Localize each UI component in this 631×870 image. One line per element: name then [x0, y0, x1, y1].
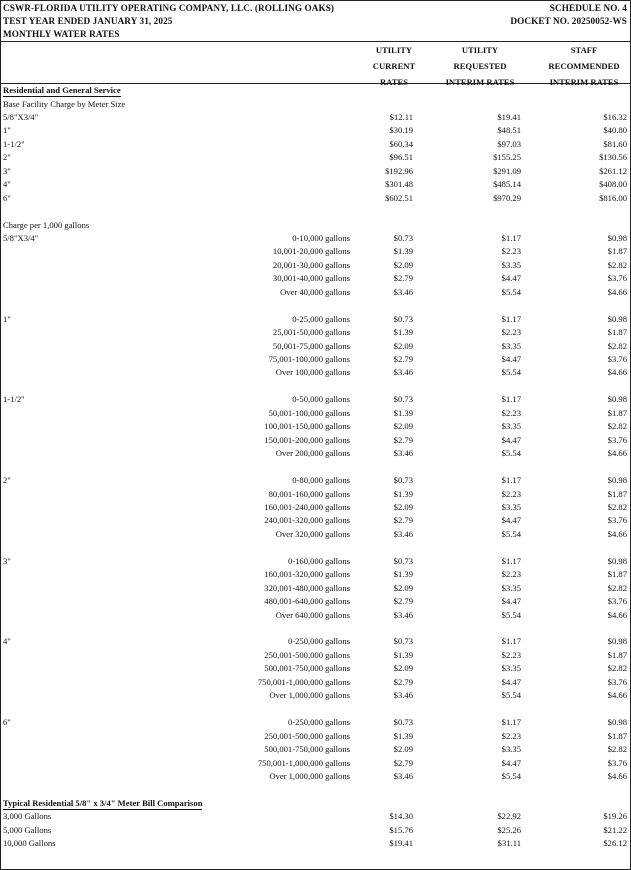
staff-rate: $4.66	[607, 528, 627, 539]
staff-rate: $19.26	[603, 811, 627, 822]
requested-rate: $4.47	[501, 354, 521, 364]
staff-rate: $0.98	[607, 555, 627, 566]
usage-tier: 10,001-20,000 gallons	[272, 246, 350, 257]
table-row	[0, 407, 631, 420]
usage-tier: 0-250,000 gallons	[287, 636, 350, 647]
requested-rate: $3.35	[501, 340, 521, 351]
staff-rate: $1.87	[607, 730, 627, 741]
usage-tier: 0-250,000 gallons	[287, 717, 350, 728]
usage-tier: 0-25,000 gallons	[292, 313, 350, 324]
usage-tier: 50,001-100,000 gallons	[268, 407, 350, 418]
requested-rate: $970.29	[493, 192, 521, 203]
requested-rate: $3.35	[501, 744, 521, 754]
col-header-line: REQUESTED	[453, 61, 507, 71]
table-row	[0, 178, 631, 191]
row-label: 2"	[3, 475, 11, 485]
row-label: 10,000 Gallons	[3, 838, 56, 849]
table-row	[0, 582, 631, 595]
row-label: 3"	[3, 165, 11, 176]
staff-rate: $1.87	[607, 246, 627, 257]
requested-rate: $4.47	[501, 434, 521, 445]
row-label: 5/8"X3/4"	[3, 111, 39, 122]
table-row	[0, 555, 631, 568]
current-rate: $0.73	[393, 555, 413, 566]
table-row	[0, 393, 631, 406]
current-rate: $0.73	[393, 394, 413, 405]
row-label: 3"	[3, 555, 11, 566]
table-row	[0, 259, 631, 272]
staff-rate: $3.76	[607, 757, 627, 768]
spacer-row	[0, 299, 631, 312]
staff-rate: $0.98	[607, 394, 627, 405]
usage-tier: 25,001-50,000 gallons	[272, 327, 350, 338]
table-row	[0, 232, 631, 245]
row-label: 4"	[3, 179, 11, 190]
requested-rate: $4.47	[501, 515, 521, 526]
table-row	[0, 757, 631, 770]
current-rate: $2.09	[393, 582, 413, 593]
staff-rate: $4.66	[607, 367, 627, 378]
current-rate: $0.73	[393, 313, 413, 324]
requested-rate: $4.47	[501, 273, 521, 284]
row-label: 1-1/2"	[3, 394, 25, 405]
current-rate: $2.79	[393, 273, 413, 284]
usage-tier: 0-80,000 gallons	[292, 475, 350, 485]
requested-rate: $2.23	[501, 649, 521, 660]
staff-rate: $1.87	[607, 327, 627, 338]
table-row	[0, 635, 631, 648]
subheading-row	[0, 219, 631, 232]
staff-rate: $3.76	[607, 676, 627, 687]
requested-rate: $3.35	[501, 582, 521, 593]
current-rate: $0.73	[393, 717, 413, 728]
staff-rate: $4.66	[607, 286, 627, 297]
staff-rate: $2.82	[607, 259, 627, 270]
current-rate: $2.79	[393, 757, 413, 768]
row-label: 5,000 Gallons	[3, 824, 52, 835]
table-row	[0, 474, 631, 487]
table-row	[0, 716, 631, 729]
usage-tier: 160,001-240,000 gallons	[264, 501, 350, 512]
usage-tier: 75,001-100,000 gallons	[268, 354, 350, 364]
staff-rate: $2.82	[607, 421, 627, 432]
col-header-line: UTILITY	[461, 45, 499, 55]
usage-tier: 160,001-320,000 gallons	[264, 569, 350, 580]
requested-rate: $3.35	[501, 421, 521, 432]
table-row	[0, 501, 631, 514]
staff-rate: $130.56	[599, 152, 627, 163]
spacer-row	[0, 703, 631, 716]
table-row	[0, 743, 631, 756]
current-rate: $1.39	[393, 407, 413, 418]
requested-rate: $1.17	[501, 555, 521, 566]
staff-rate: $1.87	[607, 649, 627, 660]
row-label: 6"	[3, 717, 11, 728]
staff-rate: $3.76	[607, 515, 627, 526]
table-row	[0, 420, 631, 433]
table-row	[0, 151, 631, 164]
table-row	[0, 824, 631, 837]
table-row	[0, 165, 631, 178]
current-rate: $2.09	[393, 501, 413, 512]
table-row	[0, 286, 631, 299]
table-row	[0, 568, 631, 581]
current-rate: $3.46	[393, 528, 413, 539]
table-row	[0, 488, 631, 501]
staff-rate: $0.98	[607, 636, 627, 647]
staff-rate: $1.87	[607, 569, 627, 580]
staff-rate: $816.00	[599, 192, 627, 203]
requested-rate: $1.17	[501, 475, 521, 485]
current-rate: $2.79	[393, 515, 413, 526]
staff-rate: $2.82	[607, 501, 627, 512]
staff-rate: $2.82	[607, 582, 627, 593]
schedule-number: SCHEDULE NO. 4	[549, 3, 627, 13]
requested-rate: $1.17	[501, 636, 521, 647]
table-row	[0, 313, 631, 326]
requested-rate: $1.17	[501, 394, 521, 405]
usage-tier: 0-160,000 gallons	[287, 555, 350, 566]
usage-tier: 250,001-500,000 gallons	[264, 649, 350, 660]
current-rate: $96.51	[389, 152, 413, 163]
requested-rate: $5.54	[501, 528, 521, 539]
requested-rate: $1.17	[501, 232, 521, 243]
staff-rate: $4.66	[607, 448, 627, 459]
current-rate: $192.96	[385, 165, 413, 176]
current-rate: $0.73	[393, 636, 413, 647]
staff-rate: $0.98	[607, 313, 627, 324]
section-heading-text: Typical Residential 5/8" x 3/4" Meter Bill Comparison	[3, 797, 203, 808]
rate-type-title: MONTHLY WATER RATES	[3, 29, 120, 39]
usage-tier: 80,001-160,000 gallons	[268, 488, 350, 499]
requested-rate: $97.03	[497, 138, 521, 149]
staff-rate: $16.32	[603, 111, 627, 122]
table-row	[0, 326, 631, 339]
current-rate: $2.79	[393, 354, 413, 364]
usage-tier: Over 200,000 gallons	[275, 448, 350, 459]
current-rate: $1.39	[393, 327, 413, 338]
staff-rate: $0.98	[607, 475, 627, 485]
section-heading-row	[0, 84, 631, 97]
table-row	[0, 676, 631, 689]
table-row	[0, 124, 631, 137]
section-heading	[3, 84, 121, 97]
current-rate: $3.46	[393, 609, 413, 620]
current-rate: $12.11	[389, 111, 413, 122]
current-rate: $2.79	[393, 676, 413, 687]
requested-rate: $1.17	[501, 717, 521, 728]
current-rate: $1.39	[393, 246, 413, 257]
current-rate: $60.34	[389, 138, 413, 149]
spacer-row	[0, 205, 631, 218]
table-row	[0, 340, 631, 353]
current-rate: $3.46	[393, 367, 413, 378]
requested-rate: $31.11	[497, 838, 521, 849]
staff-rate: $408.00	[599, 179, 627, 190]
current-rate: $3.46	[393, 286, 413, 297]
requested-rate: $19.41	[497, 111, 521, 122]
table-row	[0, 447, 631, 460]
current-rate: $19.41	[389, 838, 413, 849]
table-row	[0, 595, 631, 608]
requested-rate: $5.54	[501, 609, 521, 620]
usage-tier: 0-50,000 gallons	[292, 394, 350, 405]
table-row	[0, 609, 631, 622]
usage-tier: 250,001-500,000 gallons	[264, 730, 350, 741]
test-year: TEST YEAR ENDED JANUARY 31, 2025	[3, 16, 173, 26]
current-rate: $3.46	[393, 448, 413, 459]
requested-rate: $155.25	[493, 152, 521, 163]
requested-rate: $2.23	[501, 407, 521, 418]
staff-rate: $0.98	[607, 717, 627, 728]
requested-rate: $291.09	[493, 165, 521, 176]
requested-rate: $2.23	[501, 730, 521, 741]
current-rate: $2.09	[393, 744, 413, 754]
table-row	[0, 662, 631, 675]
staff-rate: $21.22	[603, 824, 627, 835]
table-row	[0, 366, 631, 379]
usage-tier: Over 1,000,000 gallons	[269, 690, 350, 701]
staff-rate: $40.80	[603, 125, 627, 136]
staff-rate: $2.82	[607, 663, 627, 674]
usage-tier: Over 640,000 gallons	[275, 609, 350, 620]
spacer-row	[0, 380, 631, 393]
table-row	[0, 837, 631, 850]
table-row	[0, 353, 631, 366]
staff-rate: $3.76	[607, 434, 627, 445]
usage-tier: 320,001-480,000 gallons	[264, 582, 350, 593]
row-label: Base Facility Charge by Meter Size	[3, 98, 126, 109]
usage-tier: 50,001-75,000 gallons	[272, 340, 350, 351]
current-rate: $0.73	[393, 232, 413, 243]
table-row	[0, 810, 631, 823]
current-rate: $2.09	[393, 421, 413, 432]
staff-rate: $0.98	[607, 232, 627, 243]
row-label: 6"	[3, 192, 11, 203]
staff-rate: $261.12	[599, 165, 627, 176]
row-label: 1-1/2"	[3, 138, 25, 149]
staff-rate: $4.66	[607, 770, 627, 781]
current-rate: $1.39	[393, 488, 413, 499]
table-row	[0, 689, 631, 702]
current-rate: $1.39	[393, 649, 413, 660]
current-rate: $30.19	[389, 125, 413, 136]
staff-rate: $2.82	[607, 340, 627, 351]
usage-tier: 0-10,000 gallons	[292, 232, 350, 243]
requested-rate: $2.23	[501, 246, 521, 257]
requested-rate: $5.54	[501, 286, 521, 297]
table-row	[0, 770, 631, 783]
staff-rate: $3.76	[607, 273, 627, 284]
staff-rate: $3.76	[607, 596, 627, 607]
usage-tier: 500,001-750,000 gallons	[264, 744, 350, 754]
col-header-line: STAFF	[570, 45, 598, 55]
requested-rate: $3.35	[501, 663, 521, 674]
table-row	[0, 192, 631, 205]
staff-rate: $2.82	[607, 744, 627, 754]
staff-rate: $26.12	[603, 838, 627, 849]
company-name: CSWR-FLORIDA UTILITY OPERATING COMPANY, LLC. (ROLLING OAKS)	[3, 3, 335, 13]
staff-rate: $1.87	[607, 488, 627, 499]
col-header-line: CURRENT	[372, 61, 416, 71]
row-label: 2"	[3, 152, 11, 163]
section-heading-text: Residential and General Service	[3, 85, 121, 95]
usage-tier: Over 40,000 gallons	[280, 286, 350, 297]
usage-tier: 750,001-1,000,000 gallons	[257, 757, 350, 768]
docket-number: DOCKET NO. 20250052-WS	[510, 16, 627, 26]
table-row	[0, 649, 631, 662]
current-rate: $301.48	[385, 179, 413, 190]
col-header-line: UTILITY	[375, 45, 413, 55]
current-rate: $3.46	[393, 770, 413, 781]
col-header-line: INTERIM RATES	[549, 77, 619, 87]
current-rate: $2.79	[393, 434, 413, 445]
requested-rate: $4.47	[501, 676, 521, 687]
current-rate: $2.09	[393, 663, 413, 674]
current-rate: $2.79	[393, 596, 413, 607]
section-heading-row	[0, 797, 631, 810]
current-rate: $0.73	[393, 475, 413, 485]
current-rate: $2.09	[393, 340, 413, 351]
row-label: 5/8"X3/4"	[3, 232, 39, 243]
usage-tier: 150,001-200,000 gallons	[264, 434, 350, 445]
current-rate: $2.09	[393, 259, 413, 270]
usage-tier: Over 100,000 gallons	[275, 367, 350, 378]
staff-rate: $4.66	[607, 690, 627, 701]
requested-rate: $5.54	[501, 770, 521, 781]
requested-rate: $25.26	[497, 824, 521, 835]
current-rate: $602.51	[385, 192, 413, 203]
staff-rate: $3.76	[607, 354, 627, 364]
table-row	[0, 272, 631, 285]
row-label: Charge per 1,000 gallons	[3, 219, 90, 230]
spacer-row	[0, 541, 631, 554]
current-rate: $1.39	[393, 569, 413, 580]
requested-rate: $3.35	[501, 259, 521, 270]
table-row	[0, 514, 631, 527]
requested-rate: $4.47	[501, 757, 521, 768]
usage-tier: 750,001-1,000,000 gallons	[257, 676, 350, 687]
section-heading	[3, 797, 202, 810]
usage-tier: 30,001-40,000 gallons	[272, 273, 350, 284]
usage-tier: 240,001-320,000 gallons	[264, 515, 350, 526]
requested-rate: $48.51	[497, 125, 521, 136]
requested-rate: $22.92	[497, 811, 521, 822]
staff-rate: $4.66	[607, 609, 627, 620]
col-header-line: RATES	[379, 77, 409, 87]
table-row	[0, 730, 631, 743]
table-row	[0, 138, 631, 151]
requested-rate: $4.47	[501, 596, 521, 607]
row-label: 1"	[3, 313, 11, 324]
spacer-row	[0, 783, 631, 796]
spacer-row	[0, 622, 631, 635]
requested-rate: $2.23	[501, 488, 521, 499]
table-row	[0, 111, 631, 124]
row-label: 4"	[3, 636, 11, 647]
col-header-line: INTERIM RATES	[445, 77, 515, 87]
current-rate: $1.39	[393, 730, 413, 741]
usage-tier: Over 320,000 gallons	[275, 528, 350, 539]
table-row	[0, 528, 631, 541]
usage-tier: Over 1,000,000 gallons	[269, 770, 350, 781]
requested-rate: $3.35	[501, 501, 521, 512]
row-label: 3,000 Gallons	[3, 811, 52, 822]
current-rate: $15.76	[389, 824, 413, 835]
requested-rate: $5.54	[501, 690, 521, 701]
requested-rate: $2.23	[501, 327, 521, 338]
usage-tier: 100,001-150,000 gallons	[264, 421, 350, 432]
row-label: 1"	[3, 125, 11, 136]
current-rate: $3.46	[393, 690, 413, 701]
requested-rate: $485.14	[493, 179, 521, 190]
current-rate: $14.30	[389, 811, 413, 822]
spacer-row	[0, 461, 631, 474]
staff-rate: $1.87	[607, 407, 627, 418]
usage-tier: 20,001-30,000 gallons	[272, 259, 350, 270]
col-header-line: RECOMMENDED	[548, 61, 620, 71]
requested-rate: $2.23	[501, 569, 521, 580]
staff-rate: $81.60	[603, 138, 627, 149]
requested-rate: $1.17	[501, 313, 521, 324]
subheading-row	[0, 98, 631, 111]
usage-tier: 500,001-750,000 gallons	[264, 663, 350, 674]
requested-rate: $5.54	[501, 367, 521, 378]
requested-rate: $5.54	[501, 448, 521, 459]
table-row	[0, 434, 631, 447]
usage-tier: 480,001-640,000 gallons	[264, 596, 350, 607]
table-row	[0, 245, 631, 258]
